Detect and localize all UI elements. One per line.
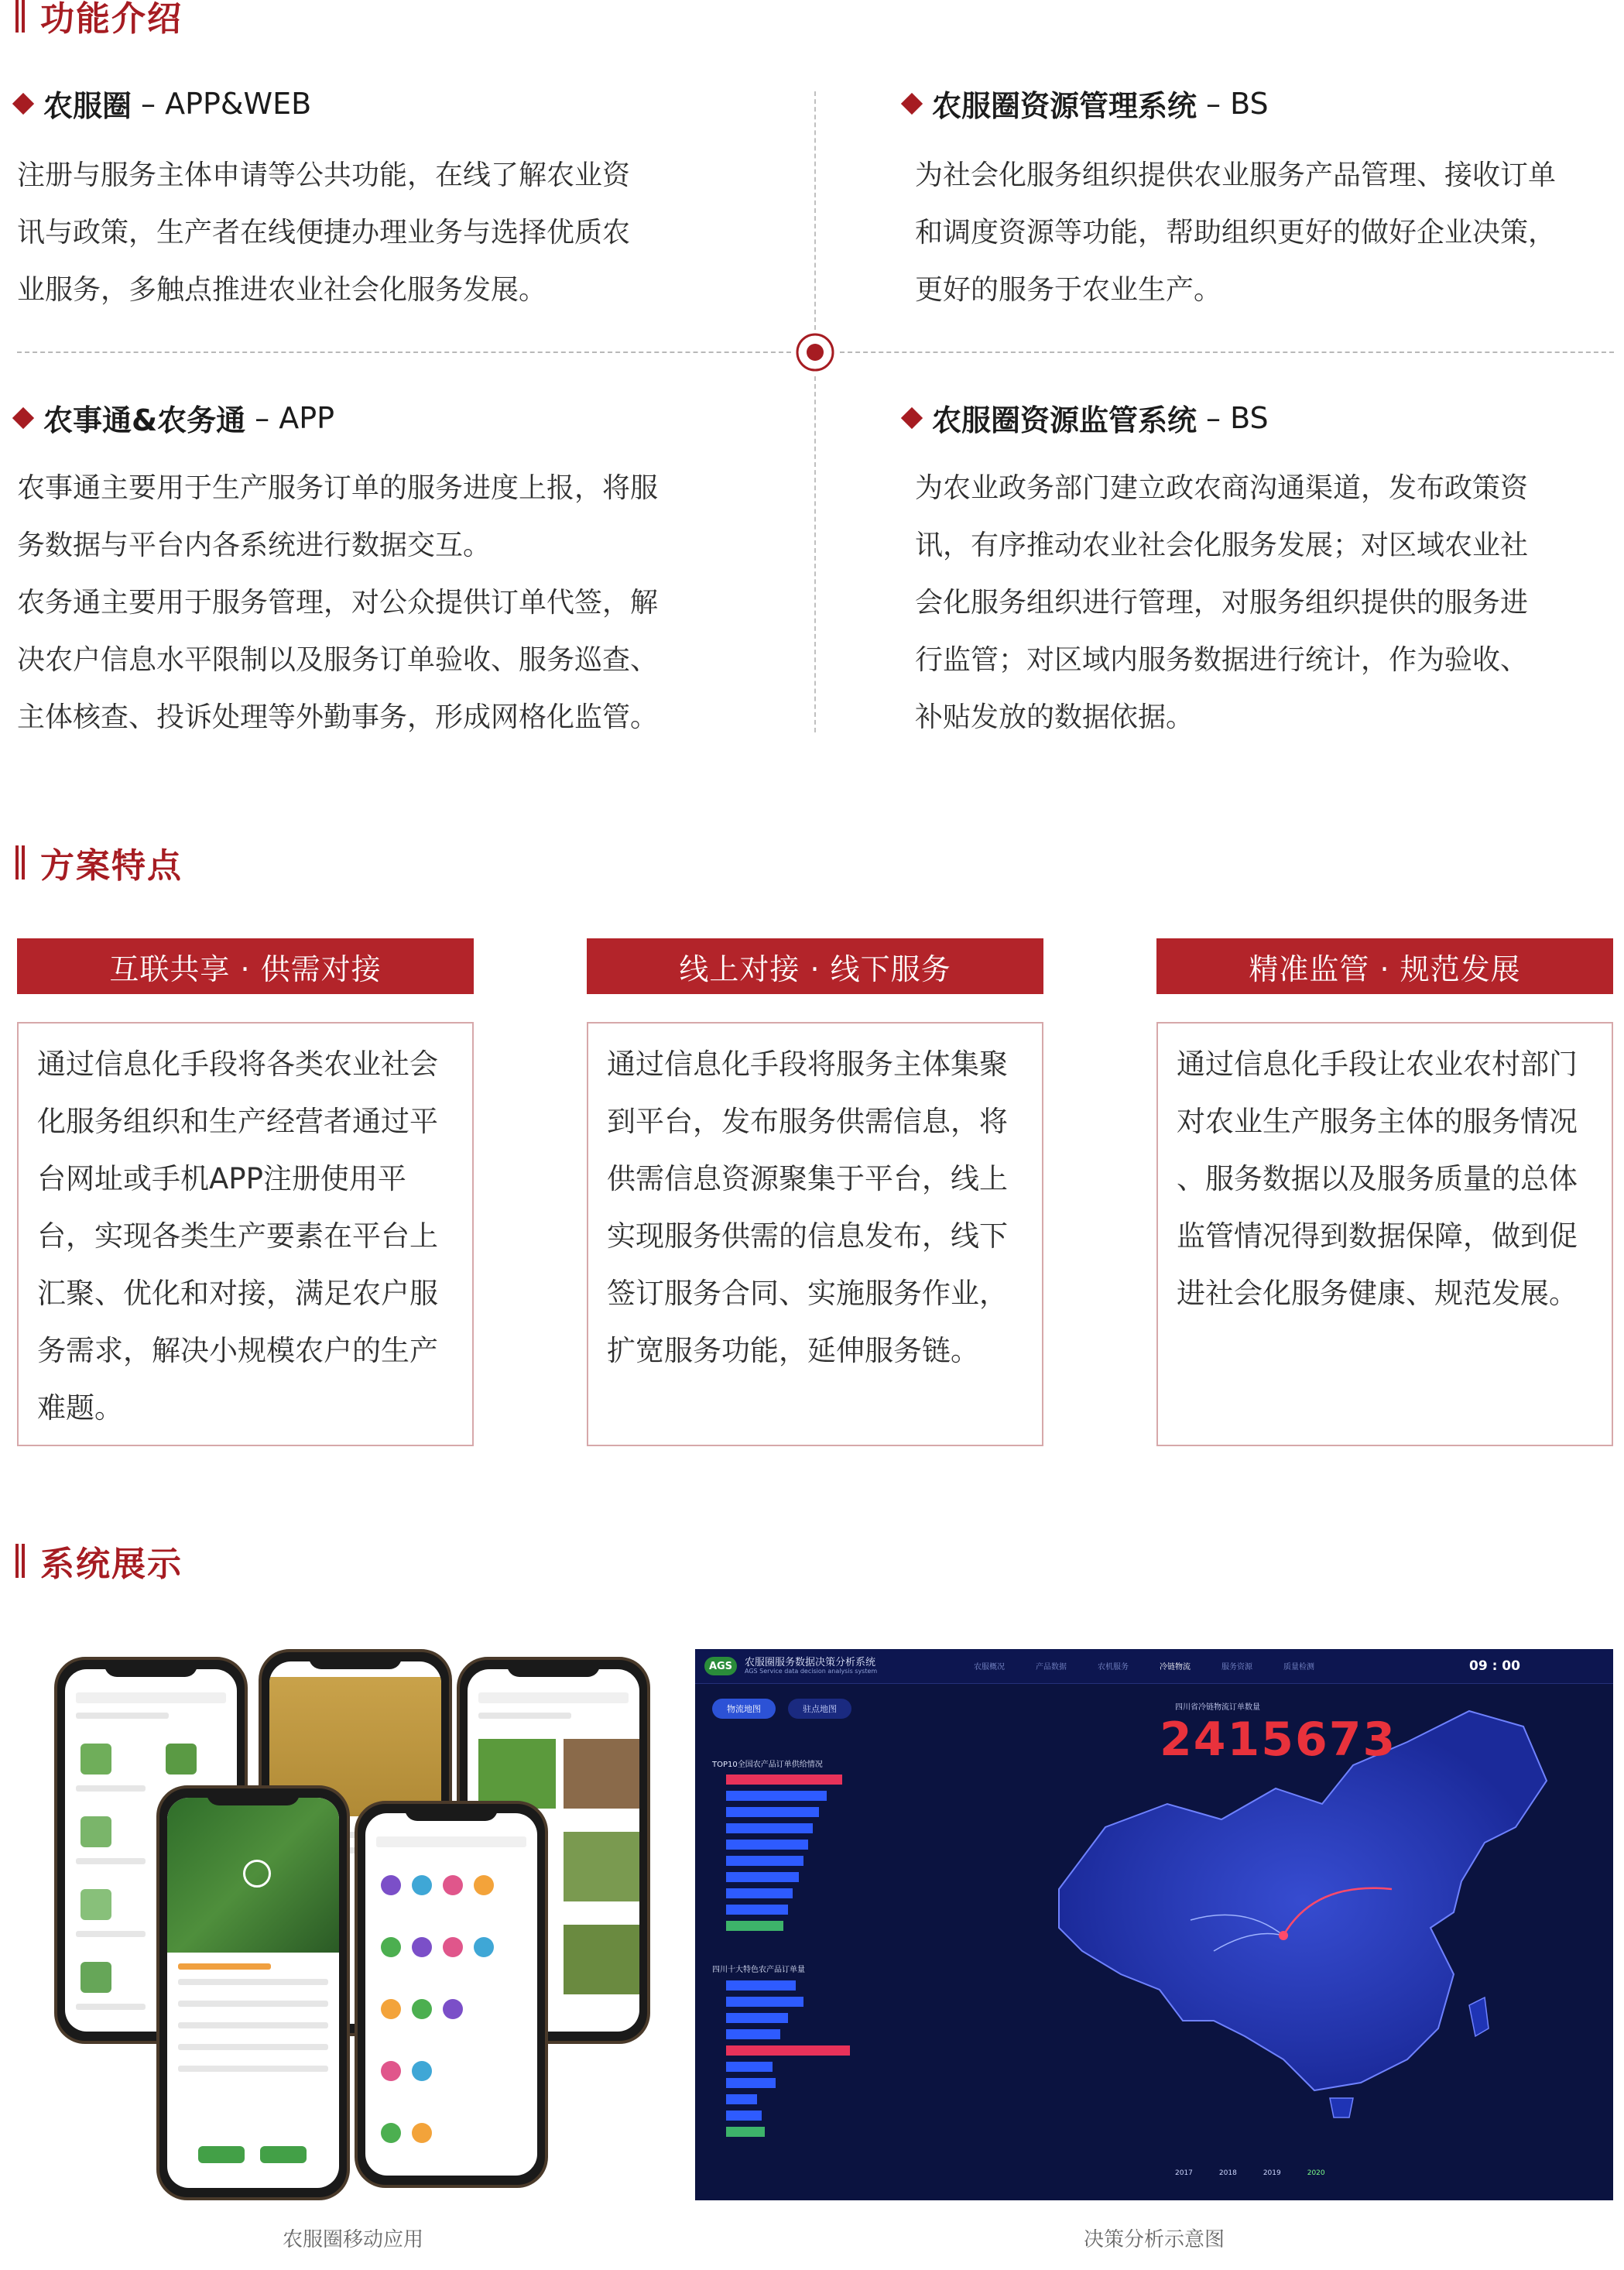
text-line: 台，实现各类生产要素在平台上 [37,1219,438,1253]
section-marker [15,0,25,33]
nav-item[interactable]: 产品数据 [1036,1663,1067,1672]
plan-header-supervision: 精准监管 · 规范发展 [1156,938,1613,994]
year-dot[interactable]: 2017 [1175,2169,1193,2177]
feature-heading-resource-mgmt [904,82,1269,125]
text-line: 行监管；对区域内服务数据进行统计，作为验收、 [915,644,1529,676]
dashboard-subtitle: AGS Service data decision analysis system [745,1668,878,1675]
text-line: 农事通主要用于生产服务订单的服务进度上报，将服 [17,472,659,504]
text-line: 供需信息资源聚集于平台，线上 [607,1162,1008,1195]
year-dot[interactable]: 2019 [1263,2169,1281,2177]
nav-item-active[interactable]: 冷链物流 [1160,1663,1191,1672]
feature-desc-resource-mgmt [915,147,1619,319]
divider-vertical [814,376,816,732]
logistics-map-button[interactable]: 物流地图 [712,1699,776,1719]
feature-title: 农服圈资源监管系统 [932,403,1197,437]
text-line: 扩宽服务功能，延伸服务链。 [607,1334,979,1367]
feature-suffix: – BS [1206,400,1269,435]
feature-suffix: – BS [1206,86,1269,121]
text-line: 签订服务合同、实施服务作业， [607,1277,1008,1310]
dashboard-caption: 决策分析示意图 [1083,2228,1225,2251]
text-line: 化服务组织和生产经营者通过平 [37,1105,438,1138]
text-line: 汇聚、优化和对接，满足农户服 [37,1277,438,1310]
text-line: 、服务数据以及服务质量的总体 [1177,1162,1578,1195]
feature-title: 农服圈资源管理系统 [932,89,1197,123]
dashboard-screenshot [695,1649,1613,2200]
mobile-caption: 农服圈移动应用 [282,2228,423,2251]
text-line: 注册与服务主体申请等公共功能，在线了解农业资 [17,159,631,191]
year-dot-active[interactable]: 2020 [1307,2169,1325,2177]
text-line: 通过信息化手段将各类农业社会 [37,1048,438,1081]
section-title-plan [15,842,183,886]
text-line: 业服务，多触点推进农业社会化服务发展。 [17,274,547,306]
section-title-intro [15,0,183,39]
nav-item[interactable]: 质量检测 [1283,1663,1314,1672]
text-line: 进社会化服务健康、规范发展。 [1177,1277,1578,1310]
top10-list-title: TOP10全国农产品订单供给情况 [712,1761,823,1769]
phone-screen [365,1813,537,2176]
text-line: 讯，有序推动农业社会化服务发展；对区域农业社 [915,530,1529,561]
text-line: 主体核查、投诉处理等外勤事务，形成网格化监管。 [17,701,659,733]
text-line: 监管情况得到数据保障，做到促 [1177,1219,1578,1253]
section-marker [15,845,25,880]
feature-desc-supervision [915,460,1619,746]
section-marker [15,1544,25,1578]
text-line: 通过信息化手段将服务主体集聚 [607,1048,1008,1081]
feature-heading-supervision [904,396,1269,439]
section-title-text: 功能介绍 [40,0,183,39]
section-title-text: 系统展示 [40,1545,183,1584]
text-line: 和调度资源等功能，帮助组织更好的做好企业决策， [915,217,1557,249]
feature-desc-nongshitong [17,460,760,746]
feature-suffix: – APP&WEB [141,86,312,121]
text-line: 补贴发放的数据依据。 [915,701,1194,733]
text-line: 为农业政务部门建立政农商沟通渠道，发布政策资 [915,472,1529,504]
divider-vertical [814,91,816,330]
station-map-button[interactable]: 驻点地图 [788,1699,851,1719]
diamond-bullet-icon [901,406,923,428]
target-center-icon [794,331,836,373]
sichuan-list-title: 四川十大特色农产品订单量 [712,1966,805,1974]
nav-item[interactable]: 服务资源 [1221,1663,1252,1672]
text-line: 务数据与平台内各系统进行数据交互。 [17,530,492,561]
order-counter: 2415673 [1160,1713,1397,1767]
text-line: 对农业生产服务主体的服务情况 [1177,1105,1578,1138]
feature-heading-nongfuquan [15,82,311,125]
dashboard-logo: AGS [704,1657,737,1675]
text-line: 农务通主要用于服务管理，对公众提供订单代签，解 [17,587,659,619]
dashboard-title: 农服圈服务数据决策分析系统 [745,1657,876,1668]
phone-screen [167,1798,339,2188]
text-line: 难题。 [37,1391,123,1425]
year-dot[interactable]: 2018 [1218,2169,1237,2177]
section-title-text: 方案特点 [40,846,183,886]
plan-header-online-offline: 线上对接 · 线下服务 [587,938,1043,994]
text-line: 务需求，解决小规模农户的生产 [37,1334,438,1367]
feature-desc-nongfuquan [17,147,760,319]
plan-card-supervision [1156,1022,1613,1446]
plan-card-sharing [17,1022,474,1446]
diamond-bullet-icon [12,92,34,114]
feature-title: 农事通&农务通 [43,403,246,437]
text-line: 通过信息化手段让农业农村部门 [1177,1048,1578,1081]
diamond-bullet-icon [901,92,923,114]
text-line: 会化服务组织进行管理，对服务组织提供的服务进 [915,587,1529,619]
divider-horizontal [840,351,1614,353]
feature-heading-nongshitong [15,396,334,439]
text-line: 决农户信息水平限制以及服务订单验收、服务巡查、 [17,644,659,676]
text-line: 讯与政策，生产者在线便捷办理业务与选择优质农 [17,217,631,249]
feature-title: 农服圈 [43,89,132,123]
text-line: 为社会化服务组织提供农业服务产品管理、接收订单 [915,159,1557,191]
divider-horizontal [17,351,791,353]
plan-card-online-offline [587,1022,1043,1446]
section-title-showcase [15,1541,183,1584]
counter-label: 四川省冷链物流订单数量 [1175,1703,1260,1712]
text-line: 到平台，发布服务供需信息，将 [607,1105,1008,1138]
year-timeline [1175,2169,1325,2177]
text-line: 更好的服务于农业生产。 [915,274,1222,306]
phone-mockup [156,1785,350,2200]
dashboard-nav [974,1660,1314,1672]
plan-header-sharing: 互联共享 · 供需对接 [17,938,474,994]
diamond-bullet-icon [12,406,34,428]
phone-mockup [355,1801,548,2188]
mobile-app-showcase [51,1649,655,2200]
feature-suffix: – APP [255,400,335,435]
text-line: 实现服务供需的信息发布，线下 [607,1219,1008,1253]
top10-bar-list [726,1775,889,1953]
nav-item[interactable]: 农服概况 [974,1663,1005,1672]
text-line: 台网址或手机APP注册使用平 [37,1162,406,1195]
nav-item[interactable]: 农机服务 [1098,1663,1129,1672]
dashboard-clock: 09 : 00 [1469,1658,1520,1674]
sichuan-bar-list [726,1980,889,2159]
